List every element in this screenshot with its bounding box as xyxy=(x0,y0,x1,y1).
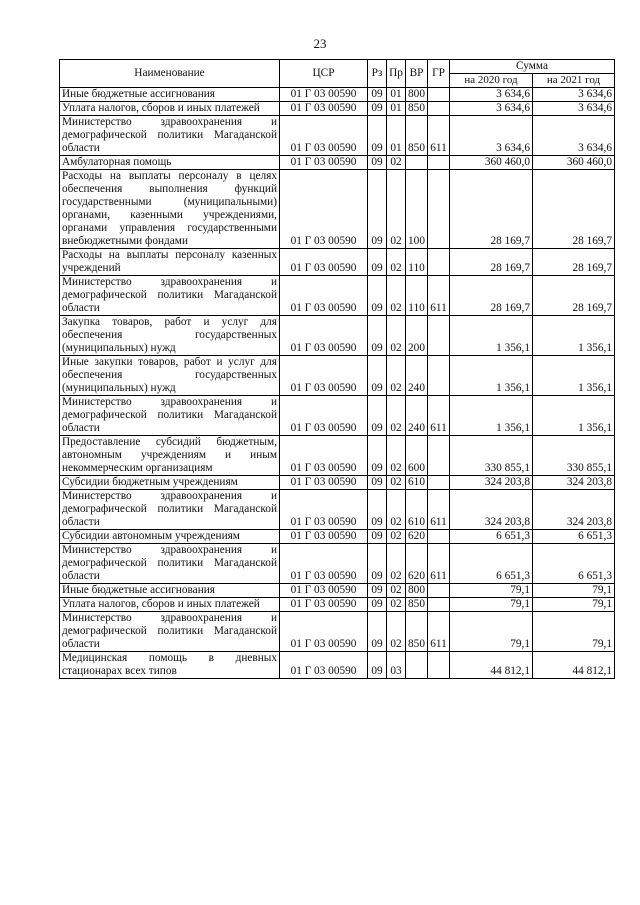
row-rz: 09 xyxy=(368,156,387,170)
row-rz: 09 xyxy=(368,356,387,396)
header-year-2020: на 2020 год xyxy=(450,74,533,88)
row-sum-2021: 6 651,3 xyxy=(533,530,615,544)
row-rz: 09 xyxy=(368,316,387,356)
table-row xyxy=(60,170,615,249)
row-vr: 610 xyxy=(406,476,428,490)
row-vr: 240 xyxy=(406,396,428,436)
row-name: Министерство здравоохранения и демографической политики Магаданской области xyxy=(60,276,280,316)
row-sum-2020: 3 634,6 xyxy=(450,88,533,102)
row-pr: 02 xyxy=(387,276,406,316)
row-pr: 01 xyxy=(387,102,406,116)
row-pr: 02 xyxy=(387,530,406,544)
row-gr xyxy=(428,584,450,598)
row-csr: 01 Г 03 00590 xyxy=(280,156,368,170)
row-sum-2020: 6 651,3 xyxy=(450,530,533,544)
row-csr: 01 Г 03 00590 xyxy=(280,396,368,436)
row-name: Министерство здравоохранения и демографической политики Магаданской области xyxy=(60,396,280,436)
table-row xyxy=(60,652,615,679)
row-vr: 610 xyxy=(406,490,428,530)
row-sum-2020: 1 356,1 xyxy=(450,316,533,356)
table-row xyxy=(60,612,615,652)
row-csr: 01 Г 03 00590 xyxy=(280,436,368,476)
row-vr: 240 xyxy=(406,356,428,396)
row-vr: 800 xyxy=(406,584,428,598)
header-rz: Рз xyxy=(368,60,387,88)
row-pr: 02 xyxy=(387,490,406,530)
row-name: Расходы на выплаты персоналу в целях обеспечения выполнения функций государственными (муниципальными) органами, казенными учреждениями, органами управления государственными внебюджетными фондами xyxy=(60,170,280,249)
row-sum-2021: 324 203,8 xyxy=(533,490,615,530)
table-row xyxy=(60,598,615,612)
row-pr: 02 xyxy=(387,170,406,249)
row-pr: 02 xyxy=(387,396,406,436)
row-csr: 01 Г 03 00590 xyxy=(280,584,368,598)
row-pr: 02 xyxy=(387,316,406,356)
row-name: Иные закупки товаров, работ и услуг для обеспечения государственных (муниципальных) нужд xyxy=(60,356,280,396)
row-pr: 02 xyxy=(387,612,406,652)
header-vr: ВР xyxy=(406,60,428,88)
row-pr: 02 xyxy=(387,598,406,612)
row-sum-2020: 28 169,7 xyxy=(450,170,533,249)
row-pr: 02 xyxy=(387,356,406,396)
row-csr: 01 Г 03 00590 xyxy=(280,612,368,652)
row-name: Иные бюджетные ассигнования xyxy=(60,584,280,598)
table-row xyxy=(60,584,615,598)
row-sum-2021: 324 203,8 xyxy=(533,476,615,490)
table-row xyxy=(60,316,615,356)
row-sum-2021: 28 169,7 xyxy=(533,170,615,249)
table-row xyxy=(60,476,615,490)
row-gr xyxy=(428,249,450,276)
row-sum-2021: 3 634,6 xyxy=(533,88,615,102)
row-rz: 09 xyxy=(368,530,387,544)
row-vr: 110 xyxy=(406,276,428,316)
row-gr: 611 xyxy=(428,396,450,436)
budget-table xyxy=(59,59,615,679)
table-row xyxy=(60,396,615,436)
row-sum-2021: 28 169,7 xyxy=(533,249,615,276)
row-rz: 09 xyxy=(368,88,387,102)
row-sum-2020: 324 203,8 xyxy=(450,490,533,530)
row-sum-2020: 44 812,1 xyxy=(450,652,533,679)
row-name: Закупка товаров, работ и услуг для обеспечения государственных (муниципальных) нужд xyxy=(60,316,280,356)
row-sum-2020: 79,1 xyxy=(450,598,533,612)
row-gr: 611 xyxy=(428,276,450,316)
row-pr: 03 xyxy=(387,652,406,679)
row-pr: 02 xyxy=(387,584,406,598)
row-gr xyxy=(428,102,450,116)
table-row xyxy=(60,356,615,396)
row-csr: 01 Г 03 00590 xyxy=(280,652,368,679)
row-rz: 09 xyxy=(368,544,387,584)
row-sum-2021: 1 356,1 xyxy=(533,316,615,356)
row-vr: 850 xyxy=(406,612,428,652)
row-name: Предоставление субсидий бюджетным, автономным учреждениям и иным некоммерческим организациям xyxy=(60,436,280,476)
row-sum-2020: 79,1 xyxy=(450,584,533,598)
table-row xyxy=(60,490,615,530)
header-sum: Сумма xyxy=(450,60,615,74)
row-rz: 09 xyxy=(368,598,387,612)
header-csr: ЦСР xyxy=(280,60,368,88)
row-gr xyxy=(428,436,450,476)
header-gr: ГР xyxy=(428,60,450,88)
row-pr: 02 xyxy=(387,249,406,276)
table-header xyxy=(60,60,615,88)
row-sum-2021: 1 356,1 xyxy=(533,396,615,436)
row-vr: 850 xyxy=(406,598,428,612)
row-gr xyxy=(428,652,450,679)
row-csr: 01 Г 03 00590 xyxy=(280,490,368,530)
table-body xyxy=(60,88,615,679)
row-sum-2020: 324 203,8 xyxy=(450,476,533,490)
table-row xyxy=(60,88,615,102)
row-rz: 09 xyxy=(368,276,387,316)
row-rz: 09 xyxy=(368,249,387,276)
row-sum-2021: 330 855,1 xyxy=(533,436,615,476)
row-vr xyxy=(406,156,428,170)
row-sum-2020: 79,1 xyxy=(450,612,533,652)
row-sum-2020: 28 169,7 xyxy=(450,249,533,276)
row-name: Министерство здравоохранения и демографической политики Магаданской области xyxy=(60,490,280,530)
table-row xyxy=(60,249,615,276)
row-sum-2021: 1 356,1 xyxy=(533,356,615,396)
row-name: Уплата налогов, сборов и иных платежей xyxy=(60,598,280,612)
row-pr: 01 xyxy=(387,116,406,156)
row-sum-2021: 3 634,6 xyxy=(533,116,615,156)
row-sum-2021: 79,1 xyxy=(533,584,615,598)
row-sum-2021: 360 460,0 xyxy=(533,156,615,170)
row-rz: 09 xyxy=(368,170,387,249)
row-rz: 09 xyxy=(368,102,387,116)
table-row xyxy=(60,156,615,170)
row-sum-2020: 3 634,6 xyxy=(450,116,533,156)
row-pr: 01 xyxy=(387,88,406,102)
table-row xyxy=(60,116,615,156)
row-name: Уплата налогов, сборов и иных платежей xyxy=(60,102,280,116)
row-csr: 01 Г 03 00590 xyxy=(280,476,368,490)
header-name: Наименование xyxy=(60,60,280,88)
page-number: 23 xyxy=(313,36,327,51)
row-vr: 110 xyxy=(406,249,428,276)
row-csr: 01 Г 03 00590 xyxy=(280,276,368,316)
row-gr xyxy=(428,356,450,396)
row-gr xyxy=(428,530,450,544)
row-rz: 09 xyxy=(368,396,387,436)
row-sum-2020: 1 356,1 xyxy=(450,396,533,436)
row-name: Министерство здравоохранения и демографической политики Магаданской области xyxy=(60,612,280,652)
row-sum-2020: 6 651,3 xyxy=(450,544,533,584)
row-csr: 01 Г 03 00590 xyxy=(280,170,368,249)
row-gr xyxy=(428,598,450,612)
header-pr: Пр xyxy=(387,60,406,88)
row-name: Иные бюджетные ассигнования xyxy=(60,88,280,102)
row-vr: 850 xyxy=(406,102,428,116)
row-pr: 02 xyxy=(387,544,406,584)
header-year-2021: на 2021 год xyxy=(533,74,615,88)
row-csr: 01 Г 03 00590 xyxy=(280,544,368,584)
row-name: Субсидии бюджетным учреждениям xyxy=(60,476,280,490)
row-sum-2020: 360 460,0 xyxy=(450,156,533,170)
row-gr xyxy=(428,170,450,249)
row-name: Амбулаторная помощь xyxy=(60,156,280,170)
row-sum-2021: 44 812,1 xyxy=(533,652,615,679)
row-sum-2021: 6 651,3 xyxy=(533,544,615,584)
row-sum-2021: 79,1 xyxy=(533,612,615,652)
row-gr: 611 xyxy=(428,612,450,652)
row-rz: 09 xyxy=(368,436,387,476)
row-gr: 611 xyxy=(428,116,450,156)
row-name: Субсидии автономным учреждениям xyxy=(60,530,280,544)
row-gr xyxy=(428,476,450,490)
row-vr: 600 xyxy=(406,436,428,476)
row-csr: 01 Г 03 00590 xyxy=(280,102,368,116)
row-csr: 01 Г 03 00590 xyxy=(280,249,368,276)
row-rz: 09 xyxy=(368,612,387,652)
row-vr: 620 xyxy=(406,544,428,584)
row-csr: 01 Г 03 00590 xyxy=(280,316,368,356)
row-gr xyxy=(428,156,450,170)
row-vr: 620 xyxy=(406,530,428,544)
row-pr: 02 xyxy=(387,436,406,476)
row-name: Медицинская помощь в дневных стационарах всех типов xyxy=(60,652,280,679)
row-vr xyxy=(406,652,428,679)
row-rz: 09 xyxy=(368,584,387,598)
row-sum-2021: 3 634,6 xyxy=(533,102,615,116)
row-name: Министерство здравоохранения и демографической политики Магаданской области xyxy=(60,544,280,584)
row-vr: 850 xyxy=(406,116,428,156)
row-sum-2020: 330 855,1 xyxy=(450,436,533,476)
row-name: Расходы на выплаты персоналу казенных учреждений xyxy=(60,249,280,276)
row-pr: 02 xyxy=(387,156,406,170)
row-gr: 611 xyxy=(428,544,450,584)
row-pr: 02 xyxy=(387,476,406,490)
row-rz: 09 xyxy=(368,116,387,156)
table-row xyxy=(60,102,615,116)
row-sum-2021: 28 169,7 xyxy=(533,276,615,316)
table-row xyxy=(60,436,615,476)
row-rz: 09 xyxy=(368,652,387,679)
row-csr: 01 Г 03 00590 xyxy=(280,116,368,156)
row-csr: 01 Г 03 00590 xyxy=(280,88,368,102)
table-row xyxy=(60,276,615,316)
row-csr: 01 Г 03 00590 xyxy=(280,598,368,612)
row-csr: 01 Г 03 00590 xyxy=(280,530,368,544)
row-sum-2021: 79,1 xyxy=(533,598,615,612)
row-name: Министерство здравоохранения и демографической политики Магаданской области xyxy=(60,116,280,156)
row-gr xyxy=(428,88,450,102)
table-row xyxy=(60,530,615,544)
row-rz: 09 xyxy=(368,490,387,530)
row-sum-2020: 1 356,1 xyxy=(450,356,533,396)
table-row xyxy=(60,544,615,584)
row-rz: 09 xyxy=(368,476,387,490)
row-sum-2020: 28 169,7 xyxy=(450,276,533,316)
row-gr xyxy=(428,316,450,356)
row-sum-2020: 3 634,6 xyxy=(450,102,533,116)
row-csr: 01 Г 03 00590 xyxy=(280,356,368,396)
row-gr: 611 xyxy=(428,490,450,530)
row-vr: 100 xyxy=(406,170,428,249)
row-vr: 800 xyxy=(406,88,428,102)
row-vr: 200 xyxy=(406,316,428,356)
